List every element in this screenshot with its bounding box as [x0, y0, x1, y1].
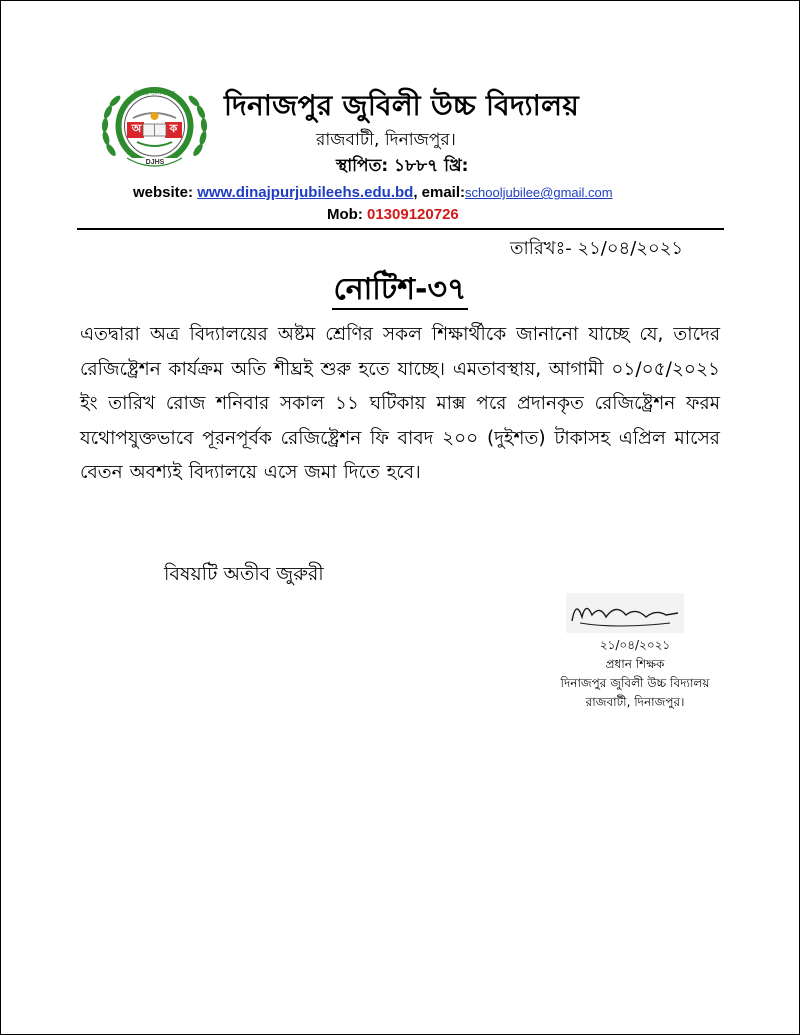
school-address: রাজবাটী, দিনাজপুর। [316, 130, 456, 150]
signature-school: দিনাজপুর জুবিলী উচ্চ বিদ্যালয় [560, 676, 710, 690]
header-divider [77, 228, 724, 230]
signature-block [525, 636, 745, 712]
signature-date: ২১/০৪/২০২১ [599, 638, 671, 652]
email-link[interactable]: schooljubilee@gmail.com [465, 185, 613, 200]
mobile-line [327, 206, 459, 223]
logo-letter-left: অ [131, 122, 142, 135]
notice-emphasis: বিষয়টি অতীব জুরুরী [164, 563, 324, 585]
mobile-number: 01309120726 [367, 206, 459, 223]
website-label: website: [133, 184, 194, 201]
signature-location: রাজবাটী, দিনাজপুর। [585, 695, 685, 709]
established-year: স্থাপিত: ১৮৮৭ খ্রি: [336, 156, 469, 176]
logo-arc-text: বিদ্যার জন্য শিক্ষা [133, 90, 176, 97]
contact-line [133, 184, 613, 201]
logo-abbreviation: DJHS [145, 159, 165, 166]
notice-title [0, 265, 800, 316]
email-label: , email: [413, 184, 465, 201]
logo-letter-right: ক [169, 122, 178, 135]
website-link[interactable]: www.dinajpurjubileehs.edu.bd [197, 184, 414, 201]
signature-designation: প্রধান শিক্ষক [605, 657, 665, 671]
mobile-label: Mob: [327, 206, 363, 223]
notice-date: তারিখঃ- ২১/০৪/২০২১ [510, 238, 684, 259]
signature-icon [566, 593, 684, 633]
notice-body: এতদ্বারা অত্র বিদ্যালয়ের অষ্টম শ্রেণির সকল শিক্ষার্থীকে জানানো যাচ্ছে যে, তাদের রেজিষ্ট্রেশন কার্যক্রম অতি শীঘ্রই শুরু হতে যাচ্ছে। এমতাবস্থায়, আগামী ০১/০৫/২০২১ ইং তারিখ রোজ শনিবার সকাল ১১ ঘটিকায় মাক্স পরে প্রদানকৃত রেজিষ্ট্রেশন ফরম যথোপযুক্তভাবে পূরনপূর্বক রেজিষ্ট্রেশন ফি বাবদ ২০০ (দুইশত) টাকাসহ এপ্রিল মাসের বেতন অবশ্যই বিদ্যালয়ে এসে জমা দিতে হবে। [80, 324, 720, 483]
notice-title-text: নোটিশ-৩৭ [332, 272, 469, 310]
school-name: দিনাজপুর জুবিলী উচ্চ বিদ্যালয় [224, 89, 580, 122]
